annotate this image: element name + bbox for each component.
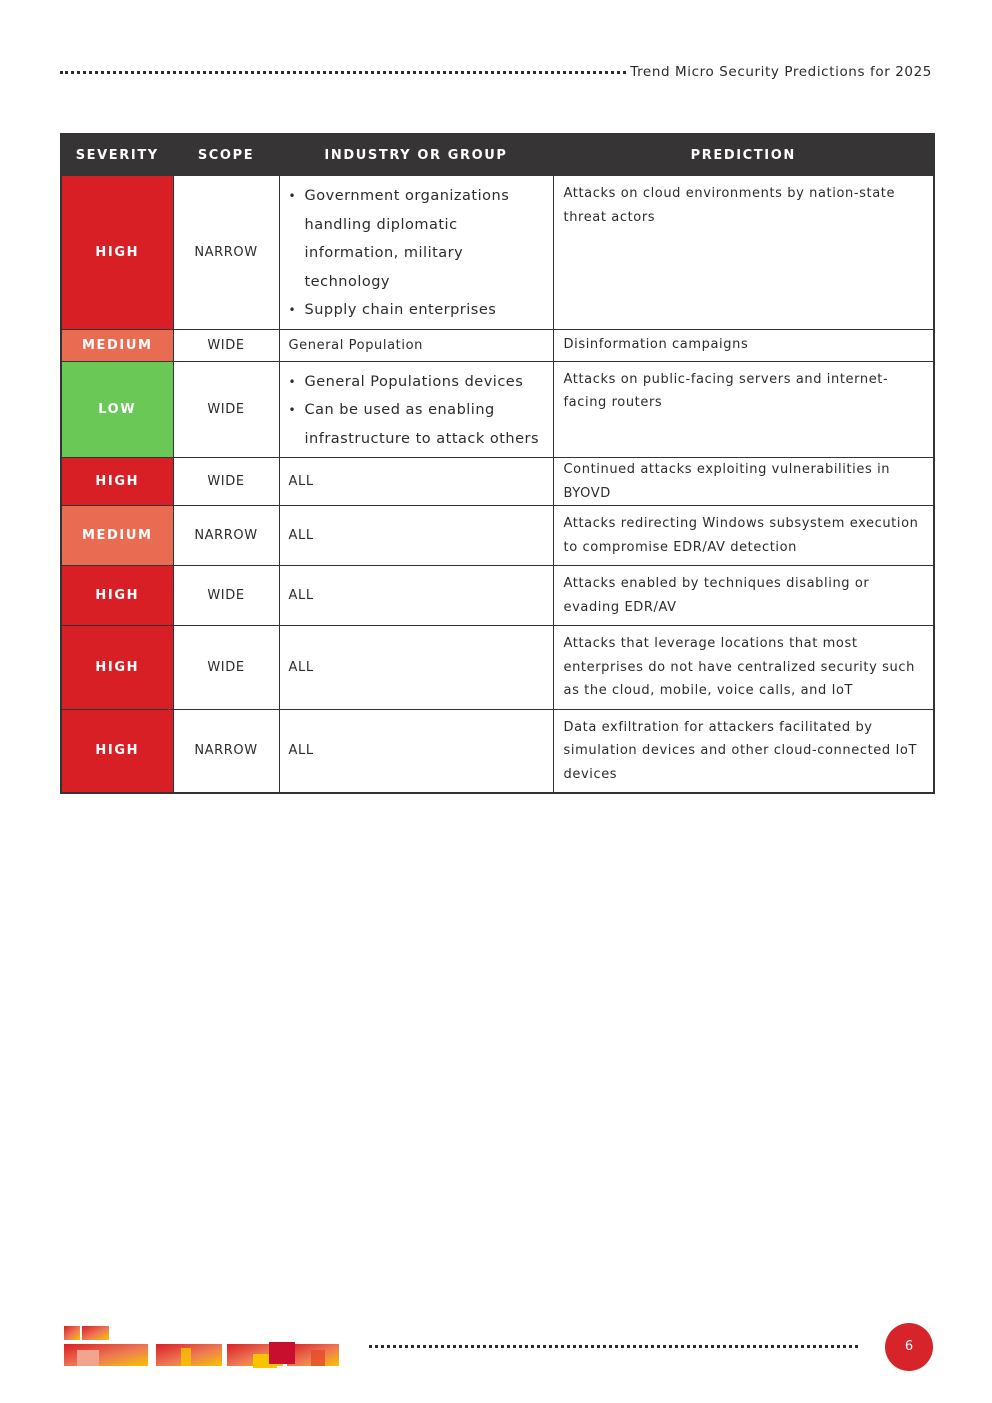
scope-cell: WIDE: [173, 458, 279, 506]
prediction-cell: Disinformation campaigns: [553, 329, 934, 361]
industry-cell: ALL: [279, 709, 553, 793]
severity-badge: HIGH: [61, 176, 173, 330]
scope-cell: WIDE: [173, 566, 279, 626]
industry-list: [289, 362, 553, 458]
industry-list: [289, 176, 553, 329]
column-header-severity: SEVERITY: [61, 134, 173, 176]
industry-cell: [279, 176, 553, 330]
column-header-prediction: PREDICTION: [553, 134, 934, 176]
severity-badge: MEDIUM: [61, 506, 173, 566]
industry-cell: General Population: [279, 329, 553, 361]
prediction-cell: Continued attacks exploiting vulnerabilities in BYOVD: [553, 458, 934, 506]
table-row: [61, 506, 934, 566]
column-header-scope: SCOPE: [173, 134, 279, 176]
prediction-cell: Attacks redirecting Windows subsystem execution to compromise EDR/AV detection: [553, 506, 934, 566]
table-row: [61, 361, 934, 458]
severity-badge: LOW: [61, 361, 173, 458]
predictions-table: [60, 133, 935, 794]
prediction-cell: Attacks enabled by techniques disabling or evading EDR/AV: [553, 566, 934, 626]
severity-badge: MEDIUM: [61, 329, 173, 361]
page-number: 6: [885, 1323, 933, 1371]
severity-badge: HIGH: [61, 709, 173, 793]
table-row: [61, 176, 934, 330]
industry-cell: ALL: [279, 626, 553, 710]
scope-cell: WIDE: [173, 329, 279, 361]
table-row: [61, 566, 934, 626]
table-row: [61, 626, 934, 710]
brand-logo-icon: [63, 1324, 340, 1368]
header-divider: [60, 71, 626, 74]
prediction-cell: Data exfiltration for attackers facilitated by simulation devices and other cloud-connected IoT devices: [553, 709, 934, 793]
list-item: • General Populations devices: [289, 368, 553, 397]
table-row: [61, 329, 934, 361]
running-header: Trend Micro Security Predictions for 2025: [630, 64, 932, 80]
prediction-cell: Attacks on cloud environments by nation-state threat actors: [553, 176, 934, 330]
severity-badge: HIGH: [61, 458, 173, 506]
scope-cell: NARROW: [173, 176, 279, 330]
list-item: • Supply chain enterprises: [289, 296, 553, 325]
severity-badge: HIGH: [61, 566, 173, 626]
scope-cell: WIDE: [173, 626, 279, 710]
list-item: • Can be used as enabling infrastructure to attack others: [289, 396, 553, 453]
scope-cell: NARROW: [173, 709, 279, 793]
industry-cell: ALL: [279, 566, 553, 626]
table-header-row: [61, 134, 934, 176]
industry-cell: ALL: [279, 506, 553, 566]
column-header-industry: INDUSTRY OR GROUP: [279, 134, 553, 176]
prediction-cell: Attacks on public-facing servers and internet-facing routers: [553, 361, 934, 458]
industry-cell: [279, 361, 553, 458]
footer-divider: [369, 1345, 858, 1348]
table-row: [61, 709, 934, 793]
prediction-cell: Attacks that leverage locations that most enterprises do not have centralized security such as the cloud, mobile, voice calls, and IoT: [553, 626, 934, 710]
industry-cell: ALL: [279, 458, 553, 506]
list-item: • Government organizations handling diplomatic information, military technology: [289, 182, 553, 296]
table-row: [61, 458, 934, 506]
scope-cell: NARROW: [173, 506, 279, 566]
scope-cell: WIDE: [173, 361, 279, 458]
severity-badge: HIGH: [61, 626, 173, 710]
